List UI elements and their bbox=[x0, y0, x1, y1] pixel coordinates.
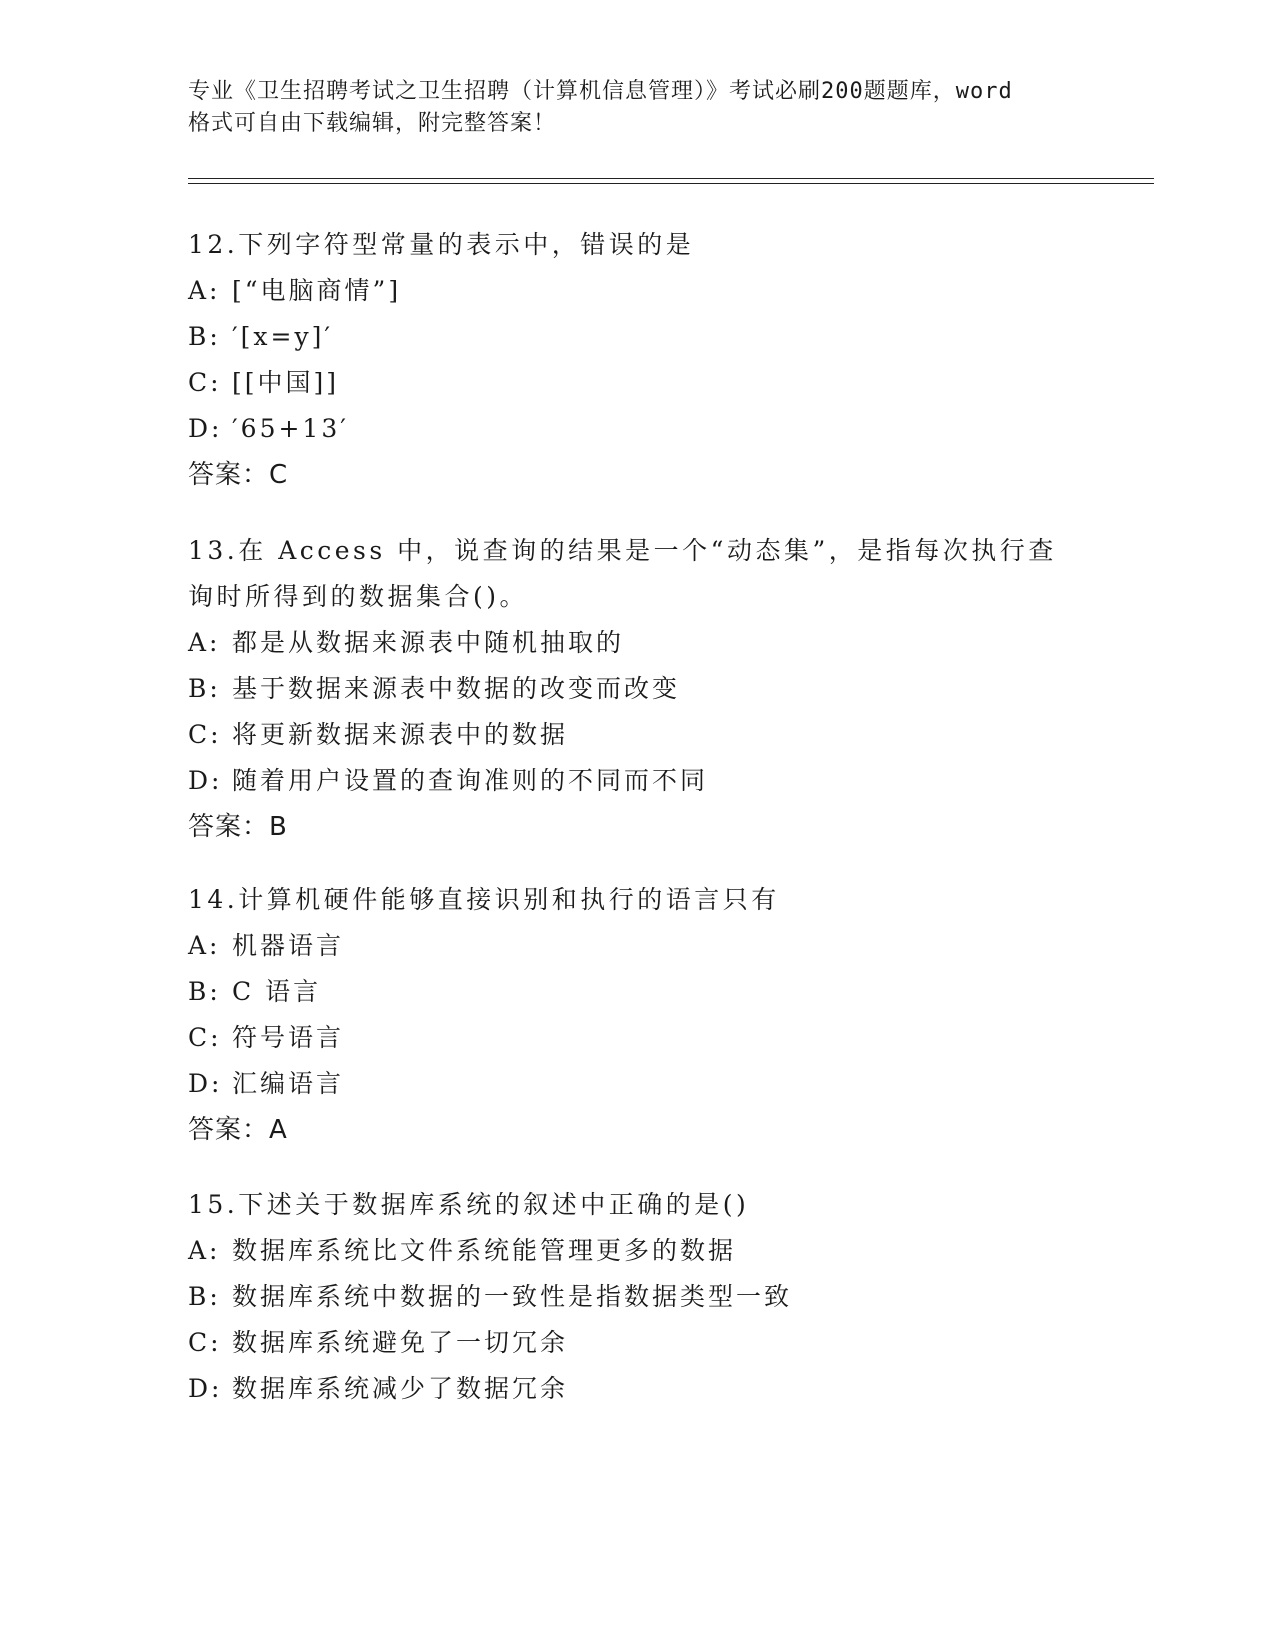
option-b bbox=[188, 1274, 1088, 1320]
option-text: 数据库系统避免了一切冗余 bbox=[232, 1328, 569, 1357]
option-key: B: bbox=[188, 322, 221, 351]
option-text: 数据库系统减少了数据冗余 bbox=[232, 1374, 569, 1403]
header-divider-bottom bbox=[188, 183, 1154, 184]
option-key: C: bbox=[188, 1328, 222, 1357]
question-stem-line-1: 13.在 Access 中，说查询的结果是一个“动态集”，是指每次执行查 bbox=[188, 536, 1057, 565]
answer-line: 答案：B bbox=[188, 812, 288, 842]
question-14 bbox=[188, 877, 1088, 1153]
option-text: 汇编语言 bbox=[232, 1069, 345, 1098]
option-key: D: bbox=[188, 414, 223, 443]
option-key: D: bbox=[188, 1374, 223, 1403]
option-text: 机器语言 bbox=[232, 931, 345, 960]
option-key: B: bbox=[188, 977, 221, 1006]
option-text: [[中国]] bbox=[232, 368, 340, 397]
option-key: A: bbox=[188, 931, 221, 960]
option-c bbox=[188, 1320, 1088, 1366]
answer-line: 答案：A bbox=[188, 1115, 288, 1145]
header-line-1: 专业《卫生招聘考试之卫生招聘（计算机信息管理）》考试必刷200题题库，word bbox=[188, 79, 1013, 104]
option-key: D: bbox=[188, 766, 223, 795]
option-text: 数据库系统中数据的一致性是指数据类型一致 bbox=[232, 1282, 793, 1311]
option-key: B: bbox=[188, 674, 221, 703]
option-a bbox=[188, 620, 1088, 666]
option-text: ′[x=y]′ bbox=[232, 322, 334, 351]
option-key: C: bbox=[188, 368, 222, 397]
option-b bbox=[188, 969, 1088, 1015]
option-text: ′65+13′ bbox=[232, 414, 349, 443]
option-key: A: bbox=[188, 1236, 221, 1265]
question-stem: 12.下列字符型常量的表示中，错误的是 bbox=[188, 230, 695, 259]
option-c bbox=[188, 712, 1088, 758]
option-text: C 语言 bbox=[232, 977, 322, 1006]
option-key: D: bbox=[188, 1069, 223, 1098]
option-text: 都是从数据来源表中随机抽取的 bbox=[232, 628, 625, 657]
option-text: [“电脑商情”] bbox=[232, 276, 402, 305]
option-key: C: bbox=[188, 1023, 222, 1052]
question-stem: 15.下述关于数据库系统的叙述中正确的是() bbox=[188, 1190, 750, 1219]
question-stem-line-2: 询时所得到的数据集合()。 bbox=[188, 582, 529, 611]
question-stem: 14.计算机硬件能够直接识别和执行的语言只有 bbox=[188, 885, 780, 914]
option-a bbox=[188, 1228, 1088, 1274]
option-key: C: bbox=[188, 720, 222, 749]
option-d bbox=[188, 1366, 1088, 1412]
question-12 bbox=[188, 222, 1088, 498]
option-key: B: bbox=[188, 1282, 221, 1311]
option-d bbox=[188, 1061, 1088, 1107]
option-b bbox=[188, 666, 1088, 712]
header-line-2: 格式可自由下载编辑，附完整答案！ bbox=[188, 111, 557, 136]
header-divider-top bbox=[188, 178, 1154, 179]
option-a bbox=[188, 268, 1088, 314]
option-b bbox=[188, 314, 1088, 360]
option-key: A: bbox=[188, 628, 221, 657]
answer-line: 答案：C bbox=[188, 460, 289, 490]
option-c bbox=[188, 360, 1088, 406]
document-header bbox=[188, 76, 1088, 140]
option-a bbox=[188, 923, 1088, 969]
option-text: 符号语言 bbox=[232, 1023, 345, 1052]
option-text: 随着用户设置的查询准则的不同而不同 bbox=[232, 766, 709, 795]
option-text: 基于数据来源表中数据的改变而改变 bbox=[232, 674, 681, 703]
option-d bbox=[188, 758, 1088, 804]
option-text: 数据库系统比文件系统能管理更多的数据 bbox=[232, 1236, 737, 1265]
option-text: 将更新数据来源表中的数据 bbox=[232, 720, 569, 749]
question-13 bbox=[188, 528, 1088, 850]
option-c bbox=[188, 1015, 1088, 1061]
option-d bbox=[188, 406, 1088, 452]
option-key: A: bbox=[188, 276, 221, 305]
question-15 bbox=[188, 1182, 1088, 1412]
